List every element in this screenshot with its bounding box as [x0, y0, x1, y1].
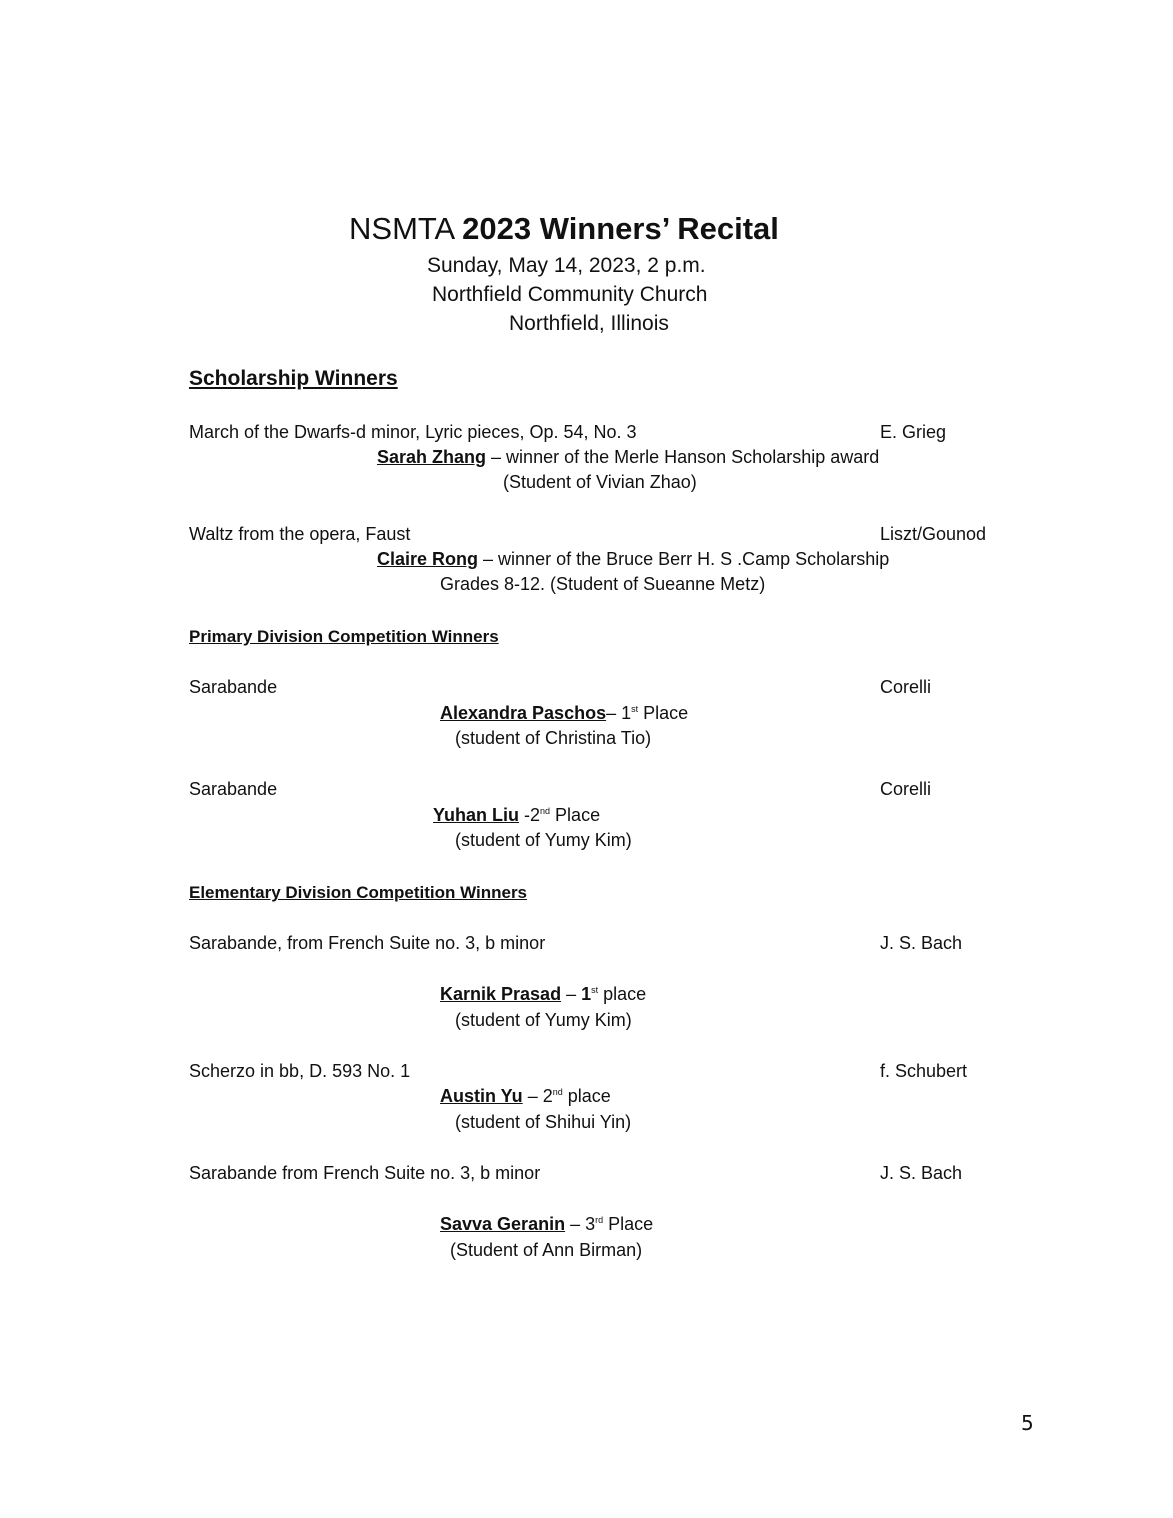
ordinal-suffix: rd [595, 1215, 604, 1225]
winner-line [440, 1086, 611, 1107]
scholarship-heading: Scholarship Winners [189, 367, 398, 390]
winner-name: Yuhan Liu [433, 805, 520, 825]
piece-title: Waltz from the opera, Faust [189, 524, 411, 544]
award-text: – winner of the Bruce Berr H. S .Camp Scholarship [483, 549, 890, 569]
composer: Liszt/Gounod [880, 524, 987, 544]
piece-title: Sarabande [189, 779, 278, 799]
page-title [349, 211, 779, 247]
winner-line [440, 984, 646, 1005]
ordinal-suffix: st [591, 985, 599, 995]
piece-title: Sarabande, from French Suite no. 3, b minor [189, 933, 546, 953]
winner-name: Alexandra Paschos [440, 703, 607, 723]
page-number: 5 [1021, 1411, 1034, 1435]
ordinal-suffix: nd [552, 1087, 563, 1097]
winner-line [377, 549, 889, 570]
composer: Corelli [880, 779, 932, 799]
place-prefix: – [561, 984, 582, 1004]
winner-line [440, 703, 688, 724]
piece-title: March of the Dwarfs-d minor, Lyric pieces, Op. 54, No. 3 [189, 422, 637, 442]
date-line: Sunday, May 14, 2023, 2 p.m. [427, 254, 706, 277]
piece-title: Sarabande from French Suite no. 3, b minor [189, 1163, 541, 1183]
winner-line [440, 1214, 653, 1235]
teacher-note: (student of Shihui Yin) [455, 1112, 632, 1132]
composer: f. Schubert [880, 1061, 968, 1081]
place-prefix: – 2 [522, 1086, 553, 1106]
place-number: 1 [581, 984, 592, 1004]
piece-title: Scherzo in bb, D. 593 No. 1 [189, 1061, 411, 1081]
teacher-note: (Student of Vivian Zhao) [503, 472, 697, 492]
place-prefix: -2 [519, 805, 541, 825]
teacher-note: Grades 8-12. (Student of Sueanne Metz) [440, 574, 766, 594]
teacher-note: (student of Yumy Kim) [455, 1010, 632, 1030]
place-prefix: – 3 [565, 1214, 596, 1234]
place-label: Place [638, 703, 689, 723]
composer: J. S. Bach [880, 933, 963, 953]
place-label: Place [603, 1214, 654, 1234]
teacher-note: (Student of Ann Birman) [450, 1240, 643, 1260]
teacher-note: (student of Yumy Kim) [455, 830, 632, 850]
award-text: – winner of the Merle Hanson Scholarship award [491, 447, 880, 467]
winner-name: Karnik Prasad [440, 984, 562, 1004]
composer: J. S. Bach [880, 1163, 963, 1183]
place-label: Place [550, 805, 601, 825]
winner-name: Savva Geranin [440, 1214, 566, 1234]
city-line: Northfield, Illinois [509, 312, 669, 335]
place-label: place [598, 984, 647, 1004]
title-prefix: NSMTA [349, 211, 454, 246]
primary-heading: Primary Division Competition Winners [189, 627, 499, 646]
ordinal-suffix: nd [540, 806, 551, 816]
winner-line [433, 805, 600, 826]
place-label: place [562, 1086, 611, 1106]
winner-name: Claire Rong [377, 549, 479, 569]
ordinal-suffix: st [631, 704, 639, 714]
title-bold: 2023 Winners’ Recital [462, 211, 779, 246]
elementary-heading: Elementary Division Competition Winners [189, 883, 528, 902]
winner-name: Austin Yu [440, 1086, 523, 1106]
venue-line: Northfield Community Church [432, 283, 708, 306]
winner-name: Sarah Zhang [377, 447, 487, 467]
composer: E. Grieg [880, 422, 947, 442]
place-prefix: – 1 [606, 703, 632, 723]
winner-line [377, 447, 879, 468]
composer: Corelli [880, 677, 932, 697]
teacher-note: (student of Christina Tio) [455, 728, 652, 748]
piece-title: Sarabande [189, 677, 278, 697]
